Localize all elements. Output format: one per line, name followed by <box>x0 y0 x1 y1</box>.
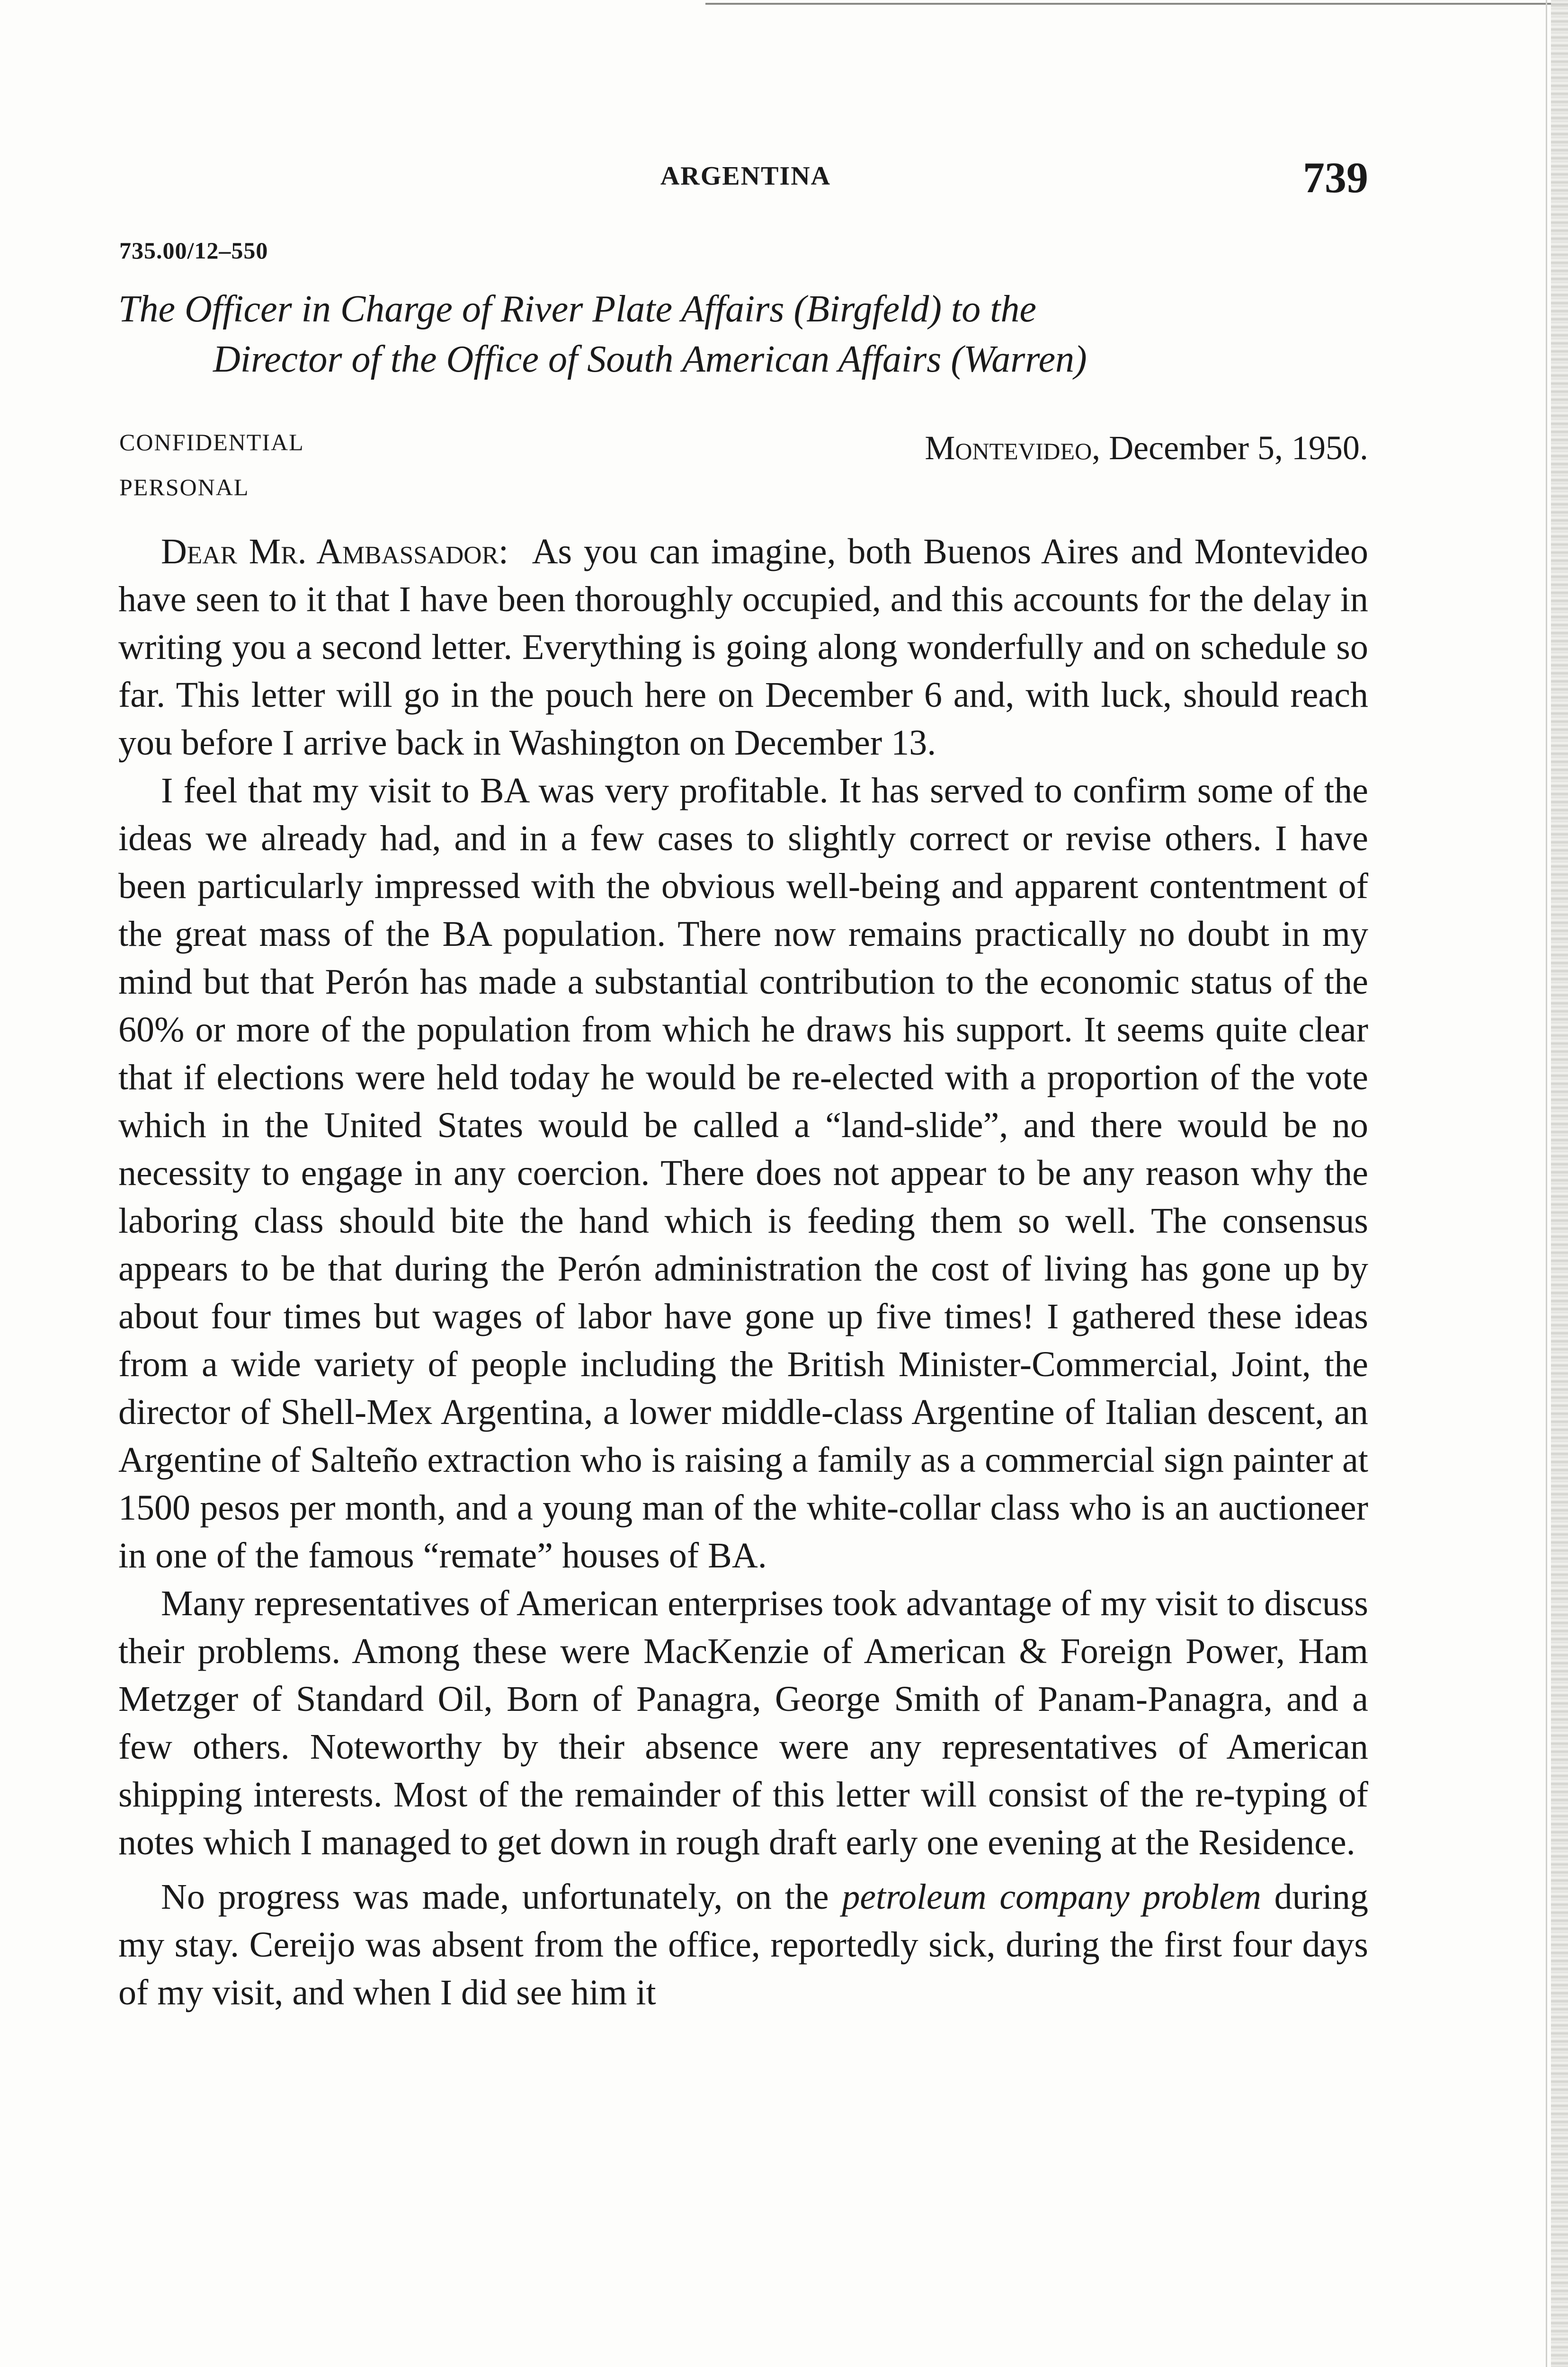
paragraph-4 <box>118 1873 1368 2017</box>
running-head: ARGENTINA <box>660 161 831 191</box>
file-number: 735.00/12–550 <box>119 237 268 264</box>
document-title-line-1: The Officer in Charge of River Plate Affairs (Birgfeld) to the <box>118 288 1036 330</box>
paragraph-4-rest: during my stay. Cereijo was absent from the office, reportedly sick, during the first four days of my visit, and when I did see him it <box>118 1877 1368 2012</box>
paragraph-2: I feel that my visit to BA was very profitable. It has served to confirm some of the ideas we already had, and in a few cases to slightly correct or revise others. I have been particularly impressed with the obvious well-being and apparent contentment of the great mass of the BA population. There now remains practically no doubt in my mind but that Perón has made a substantial contribution to the economic status of the 60% or more of the population from which he draws his support. It seems quite clear that if elections were held today he would be re-elected with a proportion of the vote which in the United States would be called a “land-slide”, and there would be no necessity to engage in any coercion. There does not appear to be any reason why the laboring class should bite the hand which is feeding them so well. The consensus appears to be that during the Perón administration the cost of living has gone up by about four times but wages of labor have gone up five times! I gathered these ideas from a wide variety of people including the British Minister-Commercial, Joint, the director of Shell-Mex Argentina, a lower middle-class Argentine of Italian descent, an Argentine of Salteño extraction who is raising a family as a commercial sign painter at 1500 pesos per month, and a young man of the white-collar class who is an auctioneer in one of the famous “remate” houses of BA. <box>118 771 1368 1575</box>
dateline <box>781 428 1368 468</box>
scan-edge-line <box>1546 0 1547 2367</box>
document-title <box>118 284 1373 384</box>
classification-personal: PERSONAL <box>119 474 249 500</box>
dateline-place: Montevideo, <box>925 429 1101 467</box>
paragraph-4-italic: petroleum company problem <box>842 1877 1261 1917</box>
document-title-line-2: Director of the Office of South American Affairs (Warren) <box>213 338 1087 380</box>
scan-page-edge <box>1551 0 1568 2367</box>
classification-confidential: CONFIDENTIAL <box>119 429 304 455</box>
scan-top-rule <box>705 3 1568 5</box>
paragraph-3: Many representatives of American enterprises took advantage of my visit to discuss their problems. Among these were MacKenzie of American & Foreign Power, Ham Metzger of Standard Oil, Born of Panagra, George Smith of Panam-Panagra, and a few others. Noteworthy by their absence were any representatives of American shipping interests. Most of the remainder of this letter will consist of the re-typing of notes which I managed to get down in rough draft early one evening at the Residence. <box>118 1584 1368 1862</box>
paragraph-1-text: As you can imagine, both Buenos Aires and Montevideo have seen to it that I have been thoroughly occupied, and this accounts for the delay in writing you a second letter. Everything is going along wonderfully and on schedule so far. This letter will go in the pouch here on December 6 and, with luck, should reach you before I arrive back in Washington on December 13. <box>118 532 1369 763</box>
paragraph-1 <box>118 528 1368 767</box>
letter-body <box>118 528 1368 2017</box>
dateline-date: December 5, 1950. <box>1109 429 1368 467</box>
page-number: 739 <box>1303 153 1368 202</box>
paragraph-4-start: No progress was made, unfortunately, on the <box>161 1877 829 1917</box>
salutation: Dear Mr. Ambassador: <box>161 532 509 571</box>
